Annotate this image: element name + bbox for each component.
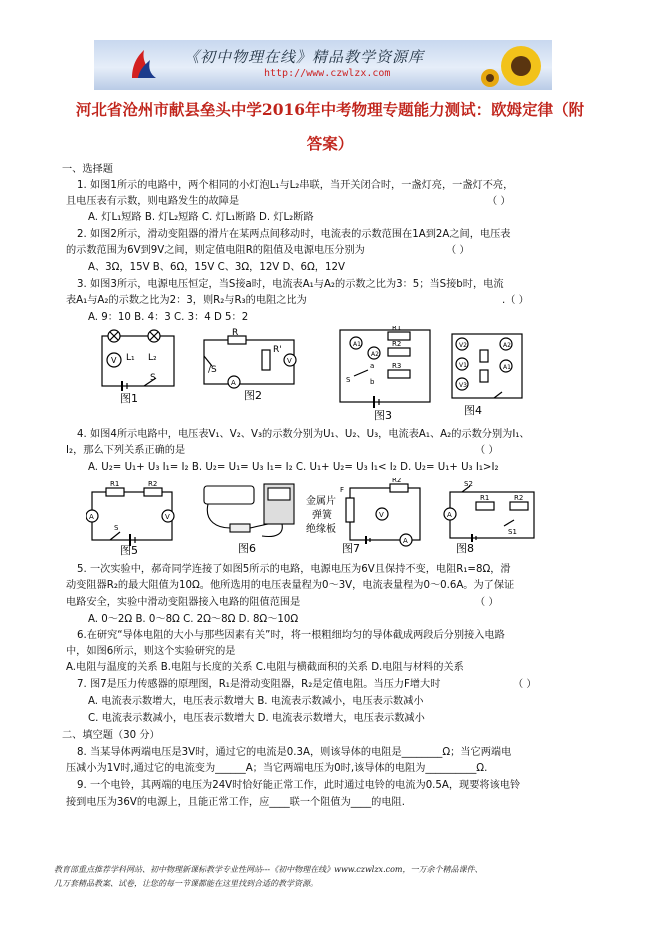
- svg-text:L₁: L₁: [126, 353, 135, 363]
- question-6-line2: 中，如图6所示，则这个实验研究的是: [66, 646, 236, 657]
- svg-text:S: S: [346, 376, 351, 384]
- footer-line1: 教育部重点推荐学科网站、初中物理新课标教学专业性网站---《初中物理在线》www.czwlzx.com，一万余个精品课件、: [54, 865, 483, 874]
- svg-text:V: V: [379, 511, 384, 519]
- svg-text:V2: V2: [459, 342, 467, 349]
- question-7-options-2: C. 电流表示数减小，电压表示数增大 D. 电流表示数增大，电压表示数减小: [88, 713, 425, 724]
- svg-text:A1: A1: [503, 364, 511, 371]
- figure-1-circuit: [92, 326, 184, 404]
- question-5-options: A. 0～2Ω B. 0～8Ω C. 2Ω～8Ω D. 8Ω～10Ω: [88, 614, 299, 625]
- question-9-line1: 9. 一个电铃，其两端的电压为24V时恰好能正常工作，此时通过电铃的电流为0.5A，现要将该电铃: [77, 780, 521, 791]
- figure-7-label: 图7: [342, 542, 360, 555]
- section-heading: 一、选择题: [62, 164, 113, 175]
- svg-text:V: V: [287, 357, 292, 365]
- svg-text:R1: R1: [110, 480, 120, 488]
- figure-2-label: 图2: [244, 389, 262, 402]
- svg-text:V1: V1: [459, 362, 467, 369]
- figure-5-label: 图5: [120, 544, 138, 556]
- svg-text:R': R': [273, 345, 282, 355]
- question-2-options: A、3Ω，15V B、6Ω，15V C、3Ω，12V D、6Ω，12V: [88, 262, 345, 273]
- figure-5-circuit: [86, 478, 178, 556]
- question-3-line1: 3. 如图3所示，电源电压恒定，当S接a时，电流表A₁与A₂的示数之比为3：5；当S接b时，电流: [77, 279, 504, 290]
- svg-text:A: A: [231, 379, 236, 387]
- question-1-options: A. 灯L₁短路 B. 灯L₂短路 C. 灯L₁断路 D. 灯L₂断路: [88, 212, 314, 223]
- svg-text:F: F: [340, 486, 345, 494]
- question-5-line3: 电路安全，实验中滑动变阻器接入电路的阻值范围是: [66, 597, 301, 608]
- figure-7-text-board: 绝缘板: [306, 524, 336, 535]
- svg-text:R2: R2: [392, 340, 402, 348]
- svg-text:A1: A1: [353, 341, 361, 348]
- question-2-line2: 的示数范围为6V到9V之间，则定值电阻R的阻值及电源电压分别为: [66, 245, 365, 256]
- question-6-options: A.电阻与温度的关系 B.电阻与长度的关系 C.电阻与横截面积的关系 D.电阻与材料的关系: [66, 662, 464, 673]
- question-8-line2: 压减小为1V时,通过它的电流变为______A；当它两端电压为0时,该导体的电阻为__________Ω.: [66, 763, 488, 774]
- figure-2-circuit: [198, 326, 302, 404]
- svg-text:V: V: [165, 513, 170, 521]
- question-7-options-1: A. 电流表示数增大，电压表示数增大 B. 电流表示数减小，电压表示数减小: [88, 696, 424, 707]
- answer-paren: （ ）: [475, 597, 499, 608]
- question-1-line1: 1. 如图1所示的电路中，两个相同的小灯泡L₁与L₂串联，当开关闭合时，一盏灯亮，一盏灯不亮，: [77, 180, 514, 191]
- figure-7-text-spring: 弹簧: [312, 510, 332, 521]
- svg-text:A: A: [403, 537, 408, 545]
- svg-text:R3: R3: [392, 362, 402, 370]
- answer-paren: （ ）: [475, 445, 499, 456]
- question-4-line1: 4. 如图4所示电路中，电压表V₁、V₂、V₃的示数分别为U₁、U₂、U₃，电流表A₁、A₂的示数分别为I₁、: [77, 429, 530, 440]
- answer-paren: （ ）: [513, 679, 537, 690]
- question-3-options: A. 9：10 B. 4：3 C. 3：4 D 5：2: [88, 312, 249, 323]
- figure-7-circuit: [306, 478, 430, 556]
- sunflower-icon: [476, 42, 546, 88]
- section-heading: 二、填空题（30 分）: [62, 730, 160, 741]
- svg-text:R: R: [232, 328, 239, 338]
- question-7-line1: 7. 图7是压力传感器的原理图，R₁是滑动变阻器，R₂是定值电阻。当压力F增大时: [77, 679, 441, 690]
- svg-text:S: S: [150, 373, 156, 383]
- footer-line2: 几万套精品教案、试卷，让您的每一节课都能在这里找到合适的教学资源。: [54, 879, 318, 888]
- svg-text:V3: V3: [459, 382, 467, 389]
- question-3-line2: 表A₁与A₂的示数之比为2：3，则R₂与R₃的电阻之比为: [66, 295, 307, 306]
- svg-text:A2: A2: [503, 342, 511, 349]
- question-1-line2: 且电压表有示数，则电路发生的故障是: [66, 196, 240, 207]
- svg-text:R2: R2: [392, 478, 402, 484]
- question-4-options: A. U₂= U₁+ U₃ I₁= I₂ B. U₂= U₁= U₃ I₁= I₂ C. U₁+ U₂= U₃ I₁< I₂ D. U₂= U₁+ U₃ I₁>I₂: [88, 462, 499, 473]
- svg-text:A: A: [89, 513, 94, 521]
- banner: [94, 40, 552, 90]
- document-title: 河北省沧州市献县垒头中学2016年中考物理专题能力测试：欧姆定律（附答案）: [75, 100, 585, 153]
- figure-4-label: 图4: [464, 404, 482, 417]
- question-8-line1: 8. 当某导体两端电压是3V时，通过它的电流是0.3A，则该导体的电阻是________Ω；当它两端电: [77, 747, 512, 758]
- svg-text:A2: A2: [371, 351, 379, 358]
- svg-text:R1: R1: [480, 494, 490, 502]
- question-6-line1: 6.在研究“导体电阻的大小与那些因素有关”时，将一根粗细均匀的导体截成两段后分别接入电路: [77, 630, 505, 641]
- svg-text:b: b: [370, 378, 375, 386]
- answer-paren: （ ）: [446, 245, 470, 256]
- figure-1-label: 图1: [120, 392, 138, 404]
- figure-3-circuit: [334, 326, 438, 422]
- figure-6-apparatus: [198, 478, 302, 556]
- svg-text:V: V: [111, 356, 117, 365]
- svg-text:L₂: L₂: [148, 353, 157, 363]
- question-5-line2: 动变阻器R₂的最大阻值为10Ω。他所选用的电压表量程为0～3V，电流表量程为0～0.6A。为了保证: [66, 580, 515, 591]
- svg-text:/S: /S: [208, 365, 217, 375]
- svg-text:S: S: [114, 524, 119, 532]
- svg-text:a: a: [370, 362, 375, 370]
- question-9-line2: 接到电压为36V的电源上，且能正常工作，应____联一个阻值为____的电阻.: [66, 797, 405, 808]
- banner-title: 《初中物理在线》精品教学资源库: [184, 48, 425, 66]
- figure-6-label: 图6: [238, 542, 256, 555]
- figure-7-text-metal: 金属片: [306, 496, 336, 507]
- svg-text:R1: R1: [392, 326, 402, 332]
- figure-3-label: 图3: [374, 409, 392, 422]
- svg-text:S1: S1: [508, 528, 517, 536]
- question-5-line1: 5. 一次实验中，郝奇同学连接了如图5所示的电路，电源电压为6V且保持不变，电阻R₁=8Ω，滑: [77, 564, 511, 575]
- site-logo-icon: [128, 48, 158, 82]
- answer-paren: （ ）: [487, 196, 511, 207]
- figure-8-label: 图8: [456, 542, 474, 555]
- answer-paren: .（ ）: [502, 295, 529, 306]
- question-4-line2: I₂，那么下列关系正确的是: [66, 445, 186, 456]
- svg-text:R2: R2: [514, 494, 524, 502]
- page-footer: [54, 863, 483, 891]
- question-2-line1: 2. 如图2所示，滑动变阻器的滑片在某两点间移动时，电流表的示数范围在1A到2A之间，电压表: [77, 229, 511, 240]
- svg-text:A: A: [447, 511, 452, 519]
- banner-url[interactable]: http://www.czwlzx.com: [264, 68, 391, 79]
- figure-8-circuit: [442, 478, 542, 556]
- svg-text:R2: R2: [148, 480, 158, 488]
- svg-text:S2: S2: [464, 480, 473, 488]
- figure-4-circuit: [446, 326, 528, 418]
